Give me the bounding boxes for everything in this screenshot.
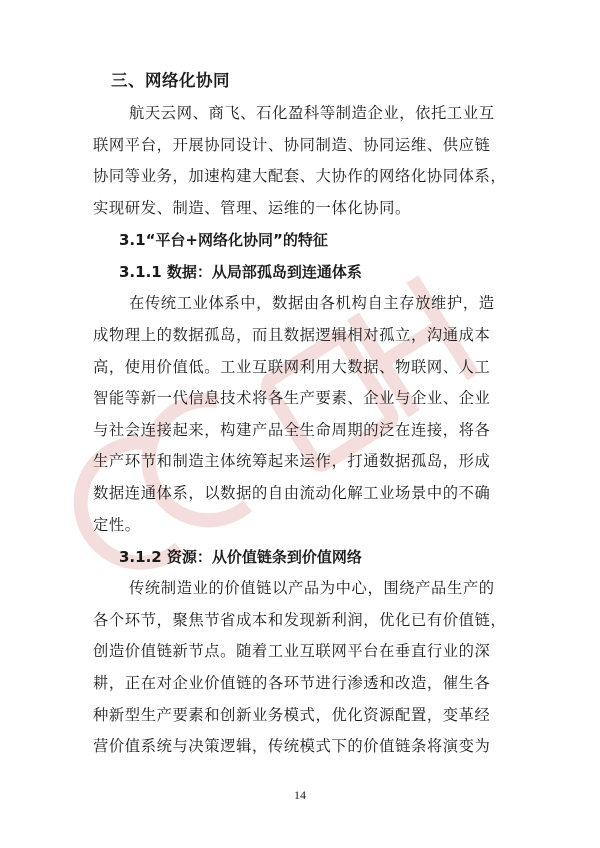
intro-line: 航天云网、商飞、石化盈科等制造企业，依托工业互 <box>129 104 495 122</box>
section-heading-networked-collaboration: 三、网络化协同 <box>111 71 230 90</box>
resource-line: 传统制造业的价值链以产品为中心，围绕产品生产的 <box>129 579 495 598</box>
resource-line: 创造价值链新节点。随着工业互联网平台在垂直行业的深 <box>93 642 491 661</box>
data-line: 高，使用价值低。工业互联网利用大数据、物联网、人工 <box>93 357 491 376</box>
intro-line: 协同等业务，加速构建大配套、大协作的网络化协同体系， <box>93 167 507 186</box>
data-line: 与社会连接起来，构建产品全生命周期的泛在连接，将各 <box>93 420 491 439</box>
resource-line: 各个环节，聚焦节省成本和发现新利润，优化已有价值链， <box>93 610 507 629</box>
intro-line: 联网平台，开展协同设计、协同制造、协同运维、供应链 <box>93 135 491 154</box>
data-line: 在传统工业体系中，数据由各机构自主存放维护，造 <box>129 294 495 313</box>
intro-line: 实现研发、制造、管理、运维的一体化协同。 <box>93 198 411 217</box>
resource-paragraph <box>93 573 513 763</box>
intro-paragraph <box>93 98 513 224</box>
data-line: 智能等新一代信息技术将各生产要素、企业与企业、企业 <box>93 389 491 408</box>
data-line: 数据连通体系，以数据的自由流动化解工业场景中的不确 <box>93 483 491 502</box>
document-body <box>93 66 513 763</box>
subsection-heading-3-1: 3.1“平台+网络化协同”的特征 <box>119 231 328 250</box>
data-line: 生产环节和制造主体统筹起来运作，打通数据孤岛，形成 <box>93 452 491 471</box>
data-line: 定性。 <box>93 515 141 534</box>
subsection-heading-3-1-1: 3.1.1 数据：从局部孤岛到连通体系 <box>119 263 362 282</box>
resource-line: 营价值系统与决策逻辑，传统模式下的价值链条将演变为 <box>93 737 491 756</box>
page-number: 14 <box>294 788 306 802</box>
resource-line: 种新型生产要素和创新业务模式，优化资源配置，变革经 <box>93 705 491 724</box>
resource-line: 耕，正在对企业价值链的各环节进行渗透和改造，催生各 <box>93 673 491 692</box>
data-paragraph <box>93 288 513 541</box>
subsection-heading-3-1-2: 3.1.2 资源：从价值链条到价值网络 <box>119 548 362 567</box>
data-line: 成物理上的数据孤岛，而且数据逻辑相对孤立，沟通成本 <box>93 325 491 344</box>
